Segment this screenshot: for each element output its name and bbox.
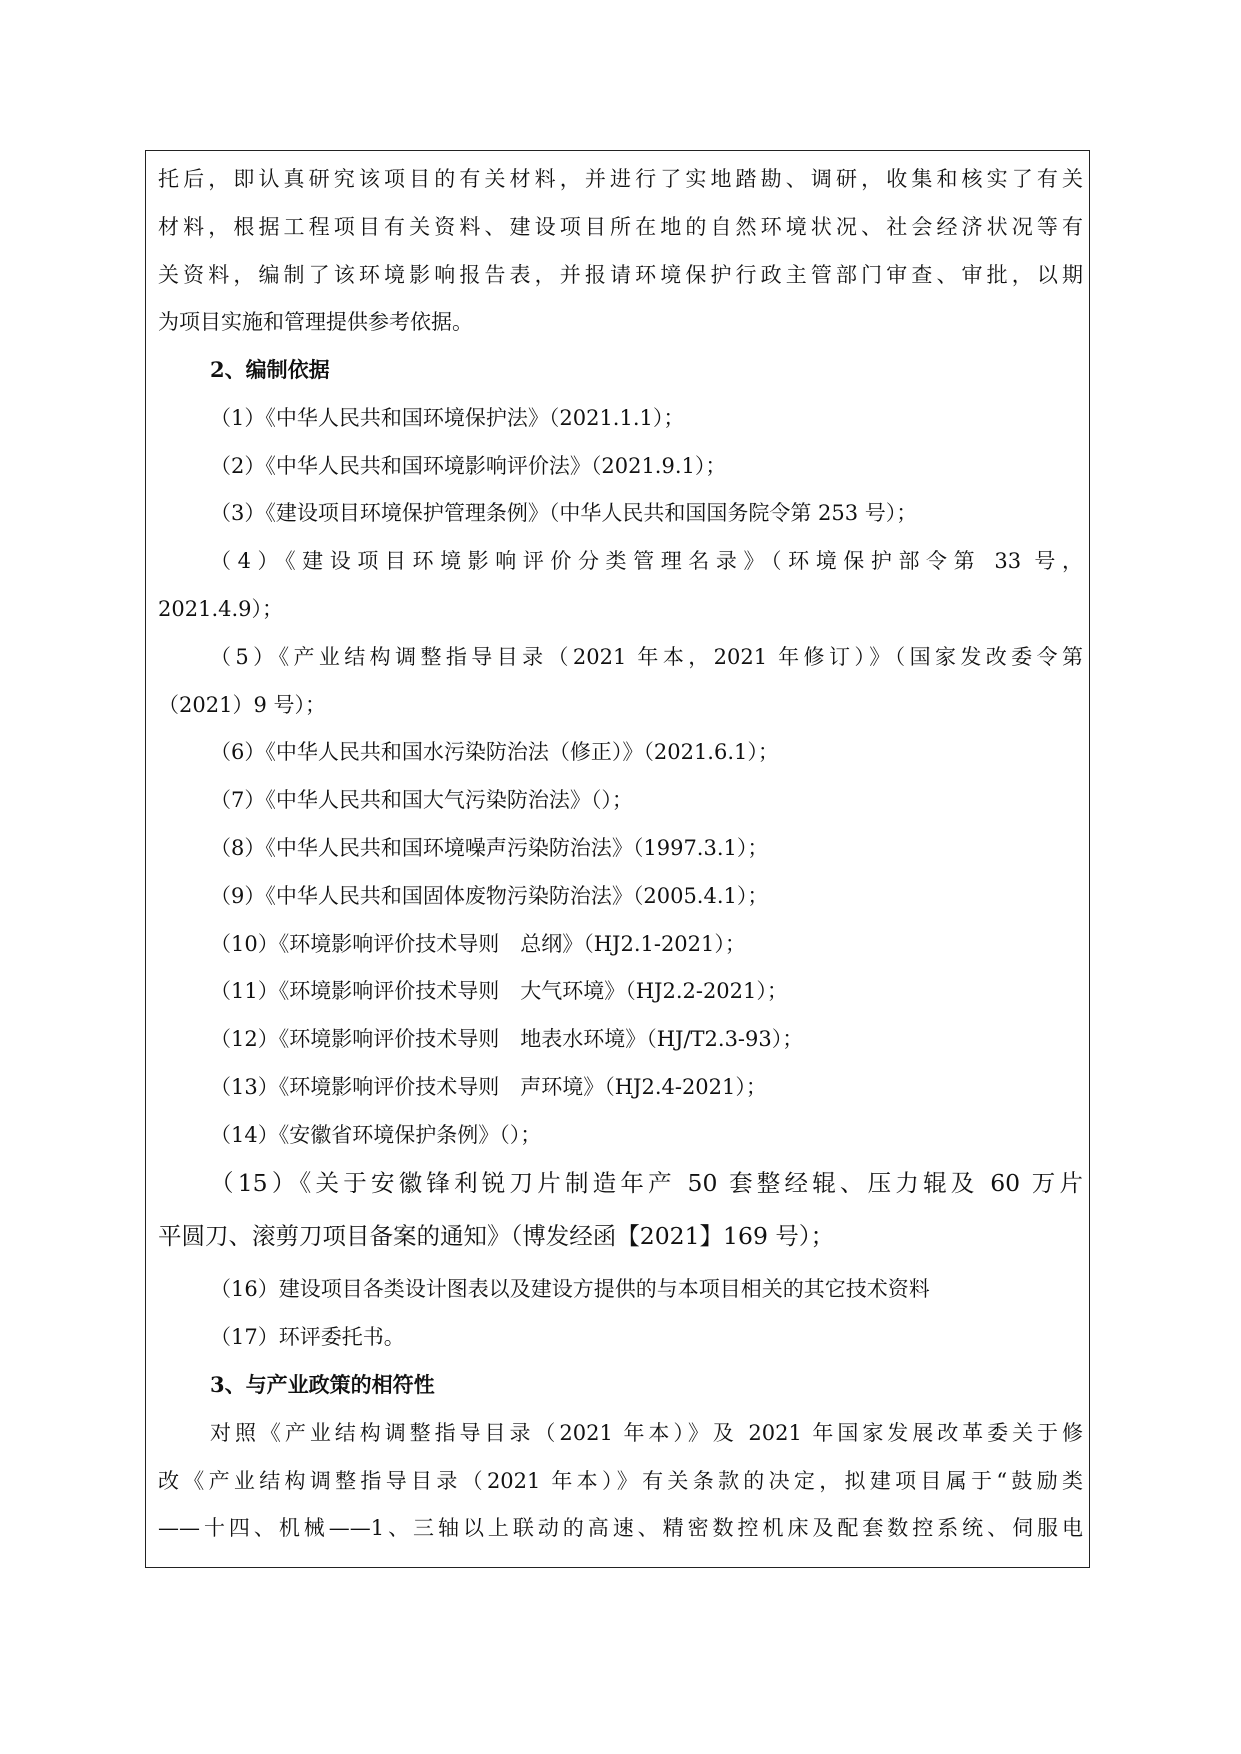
reference-item-continuation: 2021.4.9）； (158, 597, 284, 621)
reference-item: （3）《建设项目环境保护管理条例》（中华人民共和国国务院令第 253 号）； (210, 501, 918, 525)
reference-item: （1）《中华人民共和国环境保护法》（2021.1.1）； (210, 406, 685, 430)
reference-item: （15）《关于安徽锋利锐刀片制造年产 50 套整经辊、压力辊及 60 万片 (210, 1169, 1083, 1197)
reference-item-continuation: （2021）9 号）； (158, 693, 326, 717)
reference-item: （6）《中华人民共和国水污染防治法（修正）》（2021.6.1）； (210, 740, 779, 764)
intro-line: 为项目实施和管理提供参考依据。 (158, 310, 473, 334)
reference-item: （5）《产业结构调整指导目录（2021 年本，2021 年修订）》（国家发改委令第 (210, 645, 1083, 669)
policy-line: 改《产业结构调整指导目录（2021 年本）》有关条款的决定，拟建项目属于“鼓励类 (158, 1469, 1083, 1493)
policy-line: 对照《产业结构调整指导目录（2021 年本）》及 2021 年国家发展改革委关于修 (210, 1421, 1083, 1445)
reference-item: （16）建设项目各类设计图表以及建设方提供的与本项目相关的其它技术资料 (210, 1277, 930, 1301)
section-heading: 3、与产业政策的相符性 (210, 1372, 435, 1397)
policy-line: ——十四、机械——1、三轴以上联动的高速、精密数控机床及配套数控系统、伺服电 (158, 1516, 1083, 1540)
reference-item: （2）《中华人民共和国环境影响评价法》（2021.9.1）； (210, 454, 727, 478)
intro-line: 关资料，编制了该环境影响报告表，并报请环境保护行政主管部门审查、审批，以期 (158, 263, 1083, 287)
reference-item: （17）环评委托书。 (210, 1325, 405, 1349)
reference-item: （14）《安徽省环境保护条例》（）； (210, 1123, 542, 1147)
reference-item: （8）《中华人民共和国环境噪声污染防治法》（1997.3.1）； (210, 836, 769, 860)
reference-item: （11）《环境影响评价技术导则 大气环境》（HJ2.2-2021）； (210, 979, 788, 1003)
section-heading: 2、编制依据 (210, 357, 330, 382)
reference-item: （7）《中华人民共和国大气污染防治法》（）； (210, 788, 633, 812)
reference-item: （10）《环境影响评价技术导则 总纲》（HJ2.1-2021）； (210, 932, 746, 956)
intro-line: 托后，即认真研究该项目的有关材料，并进行了实地踏勘、调研，收集和核实了有关 (158, 167, 1083, 191)
reference-item-continuation: 平圆刀、滚剪刀项目备案的通知》（博发经函【2021】169 号）； (158, 1222, 835, 1250)
reference-item: （4）《建设项目环境影响评价分类管理名录》（环境保护部令第 33 号， (210, 549, 1083, 573)
reference-item: （13）《环境影响评价技术导则 声环境》（HJ2.4-2021）； (210, 1075, 767, 1099)
reference-item: （9）《中华人民共和国固体废物污染防治法》（2005.4.1）； (210, 884, 769, 908)
intro-line: 材料，根据工程项目有关资料、建设项目所在地的自然环境状况、社会经济状况等有 (158, 215, 1083, 239)
reference-item: （12）《环境影响评价技术导则 地表水环境》（HJ/T2.3-93）； (210, 1027, 804, 1051)
